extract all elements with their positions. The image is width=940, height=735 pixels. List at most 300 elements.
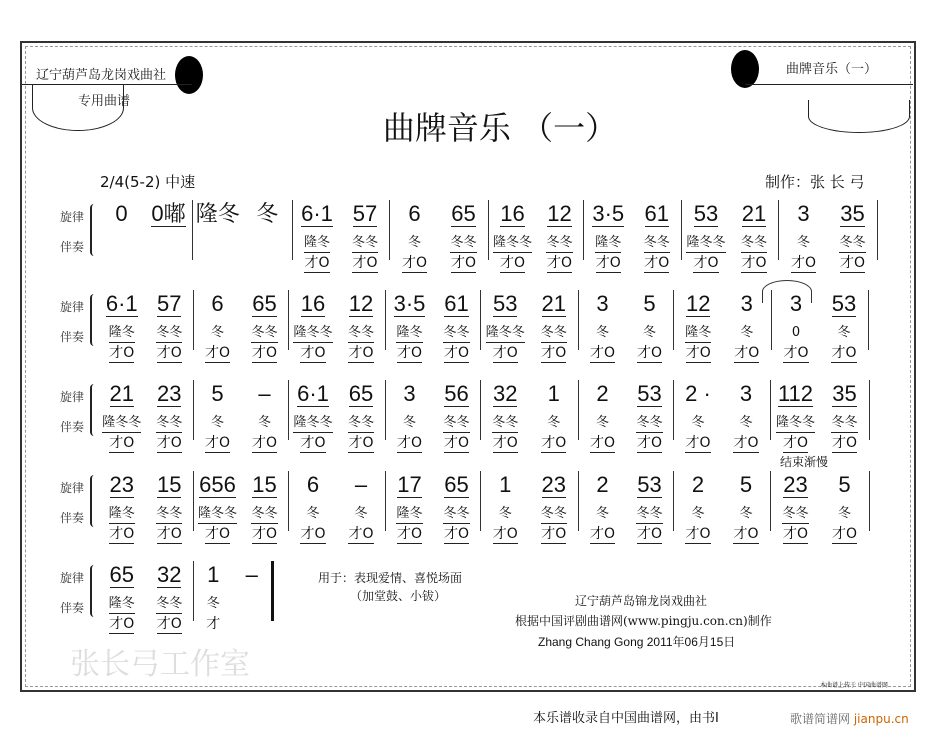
percussion-lower-cell xyxy=(628,432,672,454)
melody-note: – xyxy=(354,472,368,497)
percussion-upper: 隆冬冬 xyxy=(486,324,525,343)
percussion-lower: 才O xyxy=(300,435,326,451)
percussion-upper-cell xyxy=(774,501,818,523)
melody-cell xyxy=(635,200,679,228)
percussion-lower-cell xyxy=(339,432,383,454)
percussion-lower-cell xyxy=(291,432,335,454)
percussion-lower: 才O xyxy=(589,526,616,542)
percussion-lower-cell xyxy=(684,252,728,274)
melody-note: 3 xyxy=(740,291,753,316)
beat xyxy=(147,200,191,260)
melody-note: 6·1 xyxy=(297,381,329,406)
percussion-lower-cell xyxy=(147,432,191,454)
percussion-lower: 才O xyxy=(443,435,470,451)
percussion-upper-cell xyxy=(538,230,582,252)
percussion-upper-cell xyxy=(676,320,720,342)
measure xyxy=(193,200,293,260)
percussion-lower: 才O xyxy=(304,255,330,271)
melody-cell xyxy=(388,471,432,499)
melody-cell xyxy=(732,200,776,228)
percussion-lower-cell xyxy=(676,432,720,454)
percussion-upper: 隆冬 xyxy=(109,595,135,614)
melody-cell xyxy=(194,561,233,589)
beat xyxy=(774,471,818,542)
measure xyxy=(579,290,674,361)
melody-note: 3·5 xyxy=(393,291,426,316)
credits-line3: Zhang Chang Gong 2011年06月15日 xyxy=(538,635,736,649)
melody-note: 2 · xyxy=(685,381,711,406)
percussion-upper: 冬冬 xyxy=(352,234,378,253)
percussion-upper-cell xyxy=(774,320,818,342)
percussion-upper-cell xyxy=(831,230,875,252)
percussion-lower-cell xyxy=(147,523,191,545)
percussion-lower: 才O xyxy=(589,435,616,451)
melody-cell xyxy=(774,380,818,408)
percussion-lower: 才O xyxy=(348,345,374,361)
score-row xyxy=(98,471,870,551)
percussion-upper-cell xyxy=(724,501,768,523)
beat xyxy=(435,380,479,451)
melody-label: 旋律 xyxy=(60,390,85,404)
beat xyxy=(435,471,479,542)
melody-cell xyxy=(435,380,479,408)
percussion-upper: 冬 xyxy=(642,325,656,340)
percussion-upper: 隆冬 xyxy=(685,324,711,343)
percussion-lower: 才O xyxy=(401,255,428,271)
melody-cell xyxy=(339,471,383,499)
measure xyxy=(194,561,274,632)
score-row xyxy=(98,290,869,370)
decor-line xyxy=(745,84,913,85)
melody-cell xyxy=(628,380,672,408)
percussion-lower: 才O xyxy=(693,255,719,271)
percussion-lower-cell xyxy=(435,432,479,454)
percussion-lower-cell xyxy=(823,523,867,545)
melody-cell xyxy=(823,380,867,408)
percussion-upper: 0 xyxy=(791,325,801,340)
percussion-lower-cell xyxy=(442,252,486,274)
percussion-upper-cell xyxy=(483,320,527,342)
percussion-upper: 冬冬 xyxy=(443,324,469,343)
melody-label: 旋律 xyxy=(60,481,85,495)
melody-note: 35 xyxy=(832,381,857,406)
percussion-lower-cell xyxy=(388,342,432,364)
percussion-lower-cell xyxy=(100,342,144,364)
percussion-lower: 才O xyxy=(685,345,711,361)
melody-note: 61 xyxy=(644,201,669,226)
percussion-upper: 冬冬 xyxy=(443,505,469,524)
melody-cell xyxy=(483,380,527,408)
measure xyxy=(481,471,579,542)
percussion-upper-cell xyxy=(196,410,240,432)
melody-note: 6 xyxy=(408,201,421,226)
percussion-upper: 冬 xyxy=(210,415,224,430)
melody-cell xyxy=(388,380,432,408)
beat xyxy=(291,290,335,361)
beat xyxy=(435,290,479,361)
percussion-upper: 隆冬冬 xyxy=(198,505,237,524)
melody-cell xyxy=(581,290,625,318)
percussion-lower-cell xyxy=(586,252,630,274)
melody-note: 53 xyxy=(831,291,857,316)
percussion-upper: 冬冬 xyxy=(156,505,182,524)
melody-note: 6 xyxy=(211,291,224,316)
percussion-upper: 冬冬 xyxy=(839,234,865,253)
measure xyxy=(98,561,194,632)
melody-note: 5 xyxy=(838,472,851,497)
percussion-lower-cell xyxy=(532,342,576,364)
percussion-upper-cell xyxy=(147,410,191,432)
melody-note: 5 xyxy=(211,381,224,406)
melody-note: 21 xyxy=(109,381,134,406)
percussion-lower-cell xyxy=(388,523,432,545)
percussion-upper-cell xyxy=(628,501,672,523)
percussion-upper-cell xyxy=(684,230,728,252)
percussion-upper: 隆冬 xyxy=(304,234,330,253)
melody-cell xyxy=(581,471,625,499)
percussion-upper: 冬 xyxy=(354,506,368,521)
percussion-upper-cell xyxy=(393,230,437,252)
percussion-upper-cell xyxy=(483,410,527,432)
percussion-lower: 才O xyxy=(831,526,858,542)
percussion-lower-cell xyxy=(388,432,432,454)
melody-note: 6·1 xyxy=(301,201,333,226)
percussion-lower: 才O xyxy=(348,526,374,542)
melody-note: 53 xyxy=(693,201,719,226)
melody-cell xyxy=(491,200,535,228)
percussion-upper-cell xyxy=(291,501,335,523)
melody-cell xyxy=(291,290,335,318)
percussion-lower: 才O xyxy=(156,435,182,451)
usage-line2: （加堂鼓、小钹） xyxy=(350,589,447,603)
measure xyxy=(194,471,289,542)
percussion-upper: 冬 xyxy=(407,235,421,250)
percussion-upper: 冬冬 xyxy=(251,505,277,524)
percussion-lower: 才O xyxy=(300,526,326,542)
percussion-upper: 冬 xyxy=(837,325,851,340)
melody-note: 1 xyxy=(547,381,560,406)
melody-note: 65 xyxy=(348,381,374,406)
percussion-upper: 冬冬 xyxy=(644,234,670,253)
percussion-lower: 才O xyxy=(396,526,423,542)
percussion-upper: 隆冬冬 xyxy=(686,234,725,253)
melody-note: 23 xyxy=(109,472,134,497)
percussion-lower: 才O xyxy=(685,435,711,451)
melody-note: 5 xyxy=(739,472,753,497)
melody-note: 3 xyxy=(797,201,810,226)
melody-cell xyxy=(532,290,576,318)
accomp-label: 伴奏 xyxy=(60,240,85,254)
percussion-lower: 才O xyxy=(443,526,470,542)
percussion-upper-cell xyxy=(724,410,768,432)
melody-note: 12 xyxy=(686,291,711,316)
percussion-upper: 冬 xyxy=(796,235,810,250)
melody-note: 0 xyxy=(115,201,128,226)
percussion-lower-cell xyxy=(774,342,818,364)
melody-cell xyxy=(100,290,144,318)
beat xyxy=(233,561,272,621)
beat xyxy=(388,471,432,542)
percussion-lower: 才O xyxy=(251,526,278,542)
percussion-upper: 冬冬 xyxy=(251,324,277,343)
melody-cell xyxy=(100,200,144,228)
melody-cell xyxy=(243,290,287,318)
melody-cell xyxy=(196,200,240,228)
percussion-lower: 才O xyxy=(156,345,182,361)
percussion-upper: 冬 xyxy=(595,506,609,521)
percussion-upper: 冬冬 xyxy=(636,505,662,524)
percussion-lower: 才O xyxy=(589,345,616,361)
percussion-lower-cell xyxy=(100,613,144,635)
beat xyxy=(831,200,875,271)
melody-cell xyxy=(532,380,576,408)
percussion-upper: 冬冬 xyxy=(443,414,469,433)
percussion-upper-cell xyxy=(196,501,240,523)
accomp-label: 伴奏 xyxy=(60,420,85,434)
beat xyxy=(100,561,144,632)
percussion-lower-cell xyxy=(147,613,191,635)
percussion-upper: 冬冬 xyxy=(546,234,572,253)
percussion-upper: 冬 xyxy=(402,415,416,430)
percussion-upper-cell xyxy=(435,320,479,342)
beat xyxy=(147,561,191,632)
percussion-lower: 才O xyxy=(839,255,866,271)
melody-cell xyxy=(823,471,867,499)
percussion-upper: 冬冬 xyxy=(741,234,767,253)
beat xyxy=(291,380,335,451)
percussion-upper-cell xyxy=(435,410,479,432)
percussion-upper-cell xyxy=(725,320,769,342)
percussion-upper-cell xyxy=(442,230,486,252)
melody-note: 57 xyxy=(352,201,378,226)
percussion-lower: 才O xyxy=(204,345,231,361)
percussion-lower: 才O xyxy=(109,616,135,632)
percussion-lower-cell xyxy=(483,432,527,454)
percussion-lower-cell xyxy=(196,432,240,454)
percussion-lower-cell xyxy=(581,523,625,545)
percussion-upper: 隆冬冬 xyxy=(102,414,141,433)
percussion-lower-cell xyxy=(532,523,576,545)
percussion-upper: 隆冬 xyxy=(109,505,135,524)
percussion-upper: 冬冬 xyxy=(156,595,182,614)
percussion-upper: 冬冬 xyxy=(156,324,182,343)
percussion-lower: 才O xyxy=(450,255,477,271)
melody-cell xyxy=(684,200,728,228)
melody-note: 35 xyxy=(840,201,865,226)
beat xyxy=(100,290,144,361)
melody-cell xyxy=(243,380,287,408)
percussion-upper-cell xyxy=(295,230,339,252)
melody-cell xyxy=(388,290,432,318)
percussion-upper-cell xyxy=(822,320,866,342)
beat xyxy=(532,380,576,451)
percussion-upper-cell xyxy=(581,320,625,342)
percussion-lower-cell xyxy=(732,252,776,274)
percussion-upper: 隆冬冬 xyxy=(293,414,332,433)
melody-cell xyxy=(538,200,582,228)
melody-note: 53 xyxy=(637,472,662,497)
melody-note: 23 xyxy=(783,472,808,497)
beat xyxy=(442,200,486,271)
percussion-upper: 冬 xyxy=(595,415,609,430)
percussion-lower-cell xyxy=(831,252,875,274)
beat xyxy=(581,380,625,451)
beat xyxy=(243,471,287,542)
percussion-lower: 才O xyxy=(741,255,767,271)
percussion-upper: 冬 xyxy=(257,415,271,430)
beat xyxy=(388,380,432,451)
measure xyxy=(289,380,386,451)
percussion-upper-cell xyxy=(388,320,432,342)
melody-cell xyxy=(243,471,287,499)
melody-note: 23 xyxy=(157,381,182,406)
percussion-lower-cell xyxy=(628,523,672,545)
measure xyxy=(481,380,579,451)
percussion-upper-cell xyxy=(388,410,432,432)
melody-cell xyxy=(343,200,387,228)
percussion-upper: 冬冬 xyxy=(156,414,182,433)
percussion-upper-cell xyxy=(194,591,233,613)
beat xyxy=(196,290,240,361)
beat xyxy=(823,380,867,451)
percussion-upper-cell xyxy=(147,501,191,523)
percussion-upper: 冬 xyxy=(498,506,512,521)
percussion-upper-cell xyxy=(435,501,479,523)
percussion-lower: 才O xyxy=(636,345,663,361)
beat xyxy=(724,471,768,542)
melody-cell xyxy=(628,290,672,318)
percussion-lower: 才O xyxy=(352,255,378,271)
measure xyxy=(194,380,289,451)
beat xyxy=(532,471,576,542)
melody-note: 21 xyxy=(541,291,566,316)
percussion-lower-cell xyxy=(196,523,240,545)
beat xyxy=(196,380,240,451)
percussion-lower-cell xyxy=(676,342,720,364)
author: 制作：张 长 弓 xyxy=(765,173,865,191)
percussion-lower-cell xyxy=(483,342,527,364)
melody-cell xyxy=(831,200,875,228)
percussion-lower-cell xyxy=(782,252,826,274)
percussion-upper-cell xyxy=(147,320,191,342)
percussion-upper: 隆冬冬 xyxy=(293,324,332,343)
percussion-upper-cell xyxy=(243,410,287,432)
measure xyxy=(98,200,193,260)
beat xyxy=(100,380,144,451)
percussion-lower-cell xyxy=(532,432,576,454)
percussion-upper-cell xyxy=(676,501,720,523)
melody-note: 隆冬 xyxy=(195,201,240,226)
beat xyxy=(491,200,535,271)
site-name[interactable] xyxy=(790,710,909,727)
melody-note: 3 xyxy=(403,381,416,406)
beat xyxy=(581,290,625,361)
melody-cell xyxy=(100,561,144,589)
percussion-upper-cell xyxy=(581,501,625,523)
melody-cell xyxy=(676,380,720,408)
beat xyxy=(295,200,339,271)
melody-cell xyxy=(724,471,768,499)
percussion-upper-cell xyxy=(196,320,240,342)
percussion-upper-cell xyxy=(581,410,625,432)
percussion-lower-cell xyxy=(147,342,191,364)
percussion-lower-cell xyxy=(243,523,287,545)
melody-cell xyxy=(724,380,768,408)
staff-brace xyxy=(90,475,97,527)
melody-cell xyxy=(295,200,339,228)
melody-cell xyxy=(100,380,144,408)
beat xyxy=(538,200,582,271)
percussion-upper-cell xyxy=(532,501,576,523)
percussion-lower: 才O xyxy=(109,345,135,361)
melody-note: 1 xyxy=(207,562,220,587)
beat xyxy=(628,471,672,542)
percussion-upper: 冬冬 xyxy=(782,505,808,524)
percussion-upper: 冬 xyxy=(837,506,851,521)
publisher: 辽宁葫芦岛龙岗戏曲社 xyxy=(36,68,167,83)
key-tempo: 2/4(5-2) 中速 xyxy=(100,173,196,191)
melody-cell xyxy=(291,380,335,408)
accomp-label: 伴奏 xyxy=(60,511,85,525)
watermark: 张长弓工作室 xyxy=(70,647,250,682)
melody-cell xyxy=(147,380,191,408)
percussion-lower-cell xyxy=(196,342,240,364)
melody-label: 旋律 xyxy=(60,210,85,224)
measure xyxy=(386,380,481,451)
subtitle: 专用曲谱 xyxy=(78,94,131,109)
percussion-lower: 才O xyxy=(251,345,278,361)
site-label: 歌谱简谱网 xyxy=(790,712,851,726)
measure xyxy=(674,380,771,451)
percussion-lower: 才O xyxy=(109,526,135,542)
percussion-upper-cell xyxy=(388,501,432,523)
percussion-upper: 冬冬 xyxy=(348,324,374,343)
percussion-upper: 隆冬冬 xyxy=(776,414,815,433)
percussion-lower: 才O xyxy=(156,616,182,632)
percussion-upper: 冬 xyxy=(740,325,754,340)
melody-note: 32 xyxy=(157,562,182,587)
percussion-upper: 冬 xyxy=(739,415,753,430)
melody-cell xyxy=(196,290,240,318)
percussion-lower: 才O xyxy=(204,526,231,542)
measure xyxy=(289,471,386,542)
melody-note: 6 xyxy=(306,472,320,497)
percussion-lower: 才O xyxy=(443,345,470,361)
melody-cell xyxy=(147,290,191,318)
melody-cell xyxy=(339,380,383,408)
site-url[interactable]: jianpu.cn xyxy=(853,712,909,726)
beat xyxy=(343,200,387,271)
percussion-lower: 才O xyxy=(541,435,567,451)
corner-title: 曲牌音乐（一） xyxy=(786,62,878,77)
beat xyxy=(339,471,383,542)
beat xyxy=(782,200,826,271)
melody-cell xyxy=(822,290,866,318)
percussion-lower: 才O xyxy=(348,435,374,451)
percussion-lower-cell xyxy=(774,432,818,454)
percussion-upper-cell xyxy=(339,320,383,342)
beat xyxy=(196,471,240,542)
percussion-upper-cell xyxy=(491,230,535,252)
beat xyxy=(823,471,867,542)
percussion-upper-cell xyxy=(339,410,383,432)
melody-note: 3 xyxy=(789,291,803,316)
melody-cell xyxy=(339,290,383,318)
percussion-upper: 冬冬 xyxy=(636,414,662,433)
score-row xyxy=(98,561,274,641)
percussion-lower: 才O xyxy=(492,526,518,542)
percussion-lower: 才O xyxy=(790,255,817,271)
